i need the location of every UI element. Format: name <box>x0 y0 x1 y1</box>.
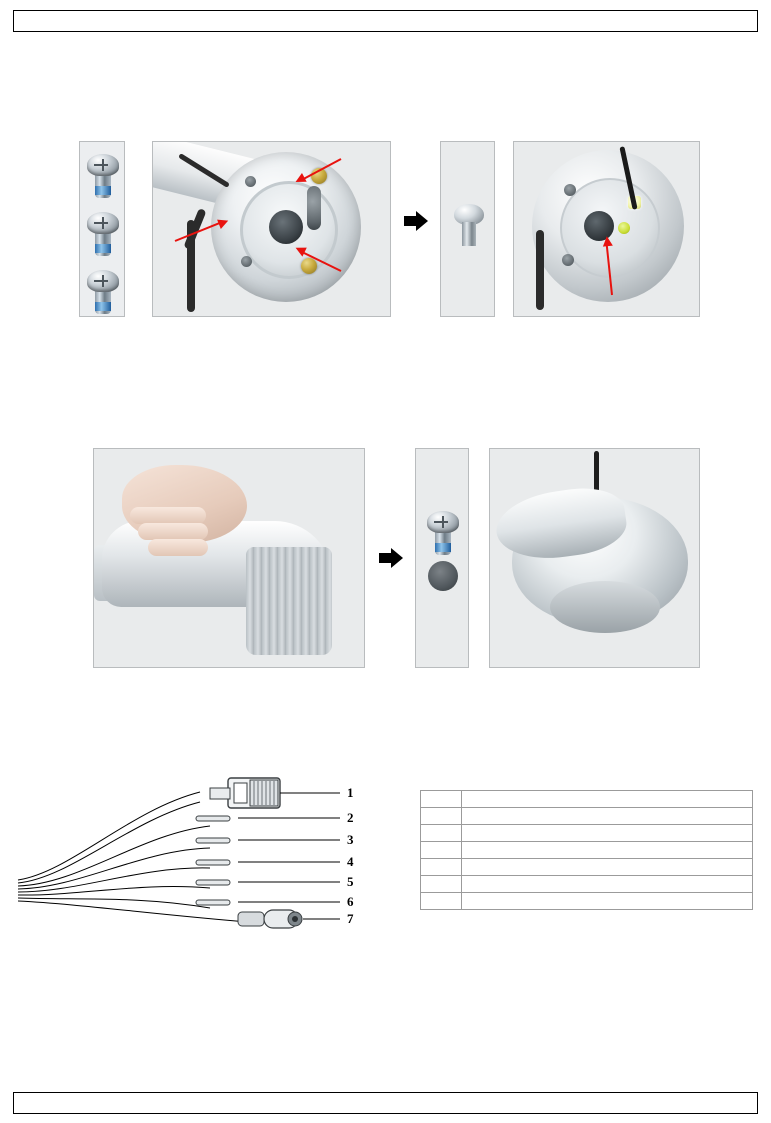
black-arrow-tip <box>391 548 403 568</box>
list-item <box>85 148 121 200</box>
screw-and-cap-strip <box>415 448 469 668</box>
callout-3: 3 <box>347 832 354 847</box>
cable-pinout-diagram <box>10 762 380 942</box>
legend-desc <box>462 825 753 842</box>
rubber-cap <box>428 561 458 591</box>
legend-num <box>421 859 462 876</box>
mount-hole <box>245 176 256 187</box>
wire-ends <box>196 816 230 905</box>
legend-num <box>421 791 462 808</box>
legend-num <box>421 876 462 893</box>
black-cable <box>536 230 544 310</box>
callout-1: 1 <box>347 785 354 800</box>
list-item <box>425 505 461 557</box>
assembled-camera-photo <box>489 448 700 668</box>
rj45-connector <box>210 778 280 808</box>
screw-illustration <box>454 204 484 248</box>
screws-strip-panel <box>79 141 125 317</box>
callout-7: 7 <box>347 911 354 926</box>
list-item <box>85 264 121 316</box>
legend-desc <box>462 859 753 876</box>
led-board-photo <box>513 141 700 317</box>
screw-head-icon <box>427 511 459 533</box>
table-row <box>421 825 753 842</box>
black-arrow-shaft <box>404 216 416 226</box>
hand-mounting-photo <box>93 448 365 668</box>
cable-diagram-svg <box>10 762 380 942</box>
legend-desc <box>462 791 753 808</box>
mount-base-plate <box>211 152 361 302</box>
mount-base-plate <box>532 150 684 302</box>
camera-base-ring <box>550 581 660 633</box>
legend-desc <box>462 808 753 825</box>
mount-hole <box>241 256 252 267</box>
page-header-band <box>13 10 758 32</box>
list-item <box>85 206 121 258</box>
finger <box>130 507 206 524</box>
finger <box>148 539 208 556</box>
black-arrow-shaft <box>379 553 391 563</box>
callout-5: 5 <box>347 874 354 889</box>
table-row <box>421 876 753 893</box>
legend-num <box>421 825 462 842</box>
cable-legend-table <box>420 790 753 910</box>
callout-2: 2 <box>347 810 354 825</box>
table-row <box>421 808 753 825</box>
finger <box>138 523 208 540</box>
mount-hole <box>562 254 574 266</box>
single-screw-photo <box>440 141 495 317</box>
black-arrow-tip <box>416 211 428 231</box>
led-green-indicator <box>618 222 630 234</box>
screw-head-icon <box>87 212 119 234</box>
legend-desc <box>462 842 753 859</box>
callout-4: 4 <box>347 854 354 869</box>
screw-shank-icon <box>462 222 476 246</box>
table-row <box>421 893 753 910</box>
table-row <box>421 842 753 859</box>
mounting-pole <box>246 547 332 655</box>
mount-plate-photo <box>152 141 391 317</box>
mount-hub <box>269 210 303 244</box>
screw-head-icon <box>87 270 119 292</box>
callout-6: 6 <box>347 894 354 909</box>
dc-power-connector <box>238 910 302 928</box>
cable-slot <box>307 186 321 230</box>
legend-num <box>421 842 462 859</box>
table-row <box>421 791 753 808</box>
legend-desc <box>462 893 753 910</box>
table-row <box>421 859 753 876</box>
brass-screw-bottom <box>301 258 317 274</box>
screw-head-icon <box>87 154 119 176</box>
legend-desc <box>462 876 753 893</box>
legend-num <box>421 893 462 910</box>
legend-num <box>421 808 462 825</box>
page-footer-band <box>13 1092 758 1114</box>
mount-hole <box>564 184 576 196</box>
